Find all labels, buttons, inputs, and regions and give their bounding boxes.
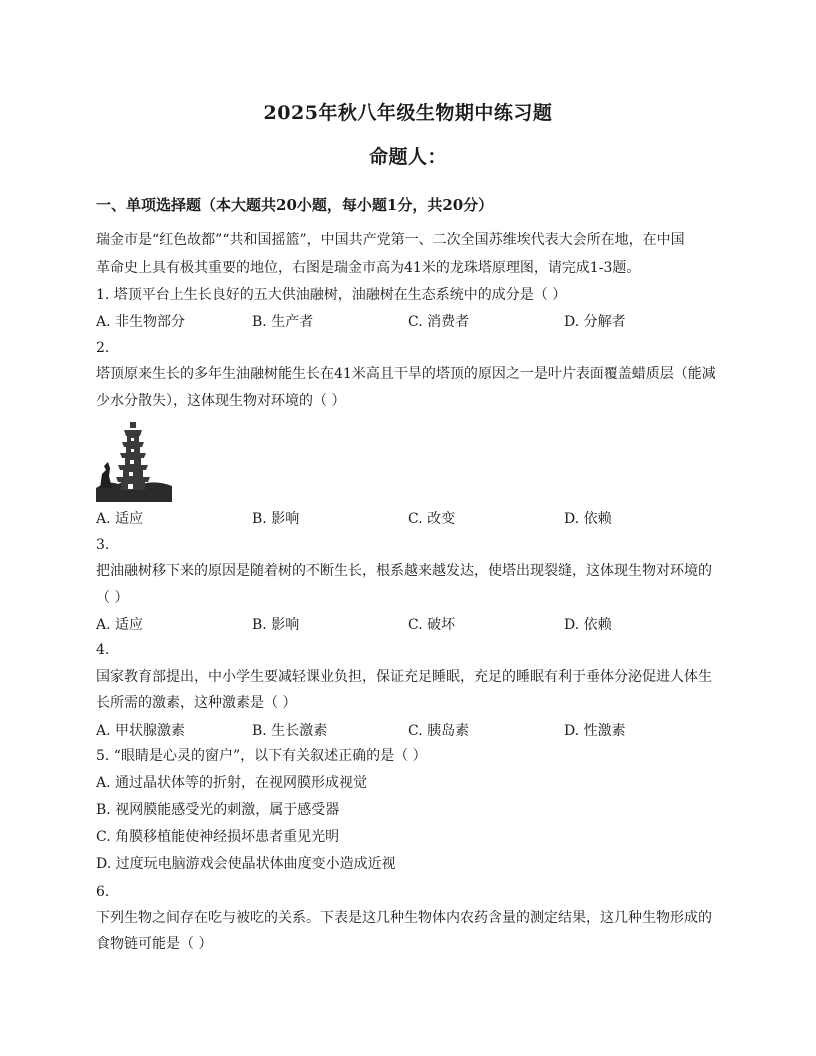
exam-title: 2025年秋八年级生物期中练习题	[263, 102, 553, 124]
q3-options	[96, 614, 726, 634]
q1-option-d: D. 分解者	[564, 314, 626, 330]
q5-option-d: D. 过度玩电脑游戏会使晶状体曲度变小造成近视	[96, 856, 396, 872]
q3-option-d: D. 依赖	[564, 617, 612, 633]
q1-option-c: C. 消费者	[408, 314, 470, 330]
q3-option-a: A. 适应	[96, 617, 144, 633]
section-heading: 一、单项选择题（本大题共20小题，每小题1分，共20分）	[96, 196, 494, 214]
q3-line-2: （ ）	[96, 590, 129, 606]
q5-option-c: C. 角膜移植能使神经损坏患者重见光明	[96, 829, 340, 845]
q1-stem: 1. 塔顶平台上生长良好的五大供油融树，油融树在生态系统中的成分是（ ）	[96, 287, 567, 303]
q4-option-b: B. 生长激素	[252, 723, 328, 739]
q1-option-a: A. 非生物部分	[96, 314, 186, 330]
q4-option-d: D. 性激素	[564, 723, 626, 739]
q1-option-b: B. 生产者	[252, 314, 314, 330]
q4-option-c: C. 胰岛素	[408, 723, 470, 739]
q3-number: 3.	[96, 537, 110, 553]
context-line-2: 革命史上具有极其重要的地位，右图是瑞金市高为41米的龙珠塔原理图，请完成1-3题。	[96, 260, 641, 276]
q5-option-b: B. 视网膜能感受光的刺激，属于感受器	[96, 802, 340, 818]
q4-option-a: A. 甲状腺激素	[96, 723, 186, 739]
author-line: 命题人：	[368, 146, 447, 168]
q4-line-2: 长所需的激素，这种激素是（ ）	[96, 695, 297, 711]
q2-option-d: D. 依赖	[564, 511, 612, 527]
q3-option-c: C. 破坏	[408, 617, 456, 633]
q5-option-a: A. 通过晶状体等的折射，在视网膜形成视觉	[96, 775, 368, 791]
q2-options	[96, 508, 726, 528]
q1-options	[96, 311, 726, 331]
q2-option-b: B. 影响	[252, 511, 300, 527]
q4-options	[96, 720, 726, 740]
context-line-1: 瑞金市是“红色故都”“共和国摇篮”，中国共产党第一、二次全国苏维埃代表大会所在地，在中国	[96, 232, 685, 248]
q6-number: 6.	[96, 884, 110, 900]
q6-line-2: 食物链可能是（ ）	[96, 936, 213, 952]
q3-option-b: B. 影响	[252, 617, 300, 633]
q2-option-a: A. 适应	[96, 511, 144, 527]
q4-number: 4.	[96, 642, 110, 658]
q3-line-1: 把油融树移下来的原因是随着树的不断生长，根系越来越发达，使塔出现裂缝，这体现生物对环境的	[96, 563, 712, 579]
q2-line-2: 少水分散失），这体现生物对环境的（ ）	[96, 393, 346, 409]
q2-line-1: 塔顶原来生长的多年生油融树能生长在41米高且干旱的塔顶的原因之一是叶片表面覆盖蜡质层（能减	[96, 366, 716, 382]
q4-line-1: 国家教育部提出，中小学生要减轻课业负担，保证充足睡眠，充足的睡眠有利于垂体分泌促进人体生	[96, 669, 712, 685]
q5-stem: 5. “眼睛是心灵的窗户”，以下有关叙述正确的是（ ）	[96, 748, 427, 764]
pagoda-image	[96, 418, 172, 502]
q2-option-c: C. 改变	[408, 511, 456, 527]
q6-line-1: 下列生物之间存在吃与被吃的关系。下表是这几种生物体内农药含量的测定结果，这几种生物形成的	[96, 910, 712, 926]
q2-number: 2.	[96, 340, 110, 356]
